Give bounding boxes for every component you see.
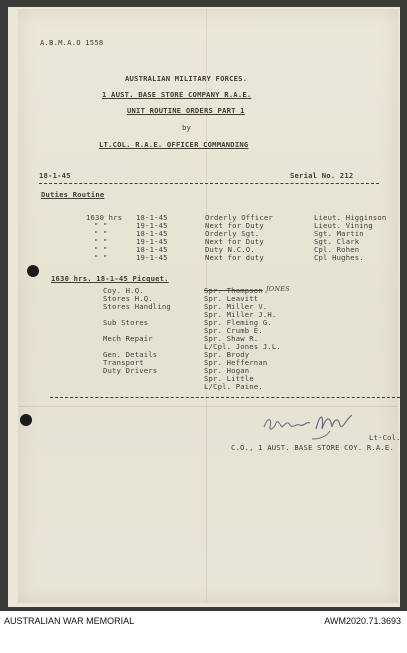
accession-number: AWM2020.71.3693 (324, 616, 401, 626)
header-line-5: LT.COL. R.A.E. OFFICER COMMANDING (99, 140, 249, 149)
duty-name: Cpl. Rohen (314, 245, 360, 254)
duty-time: " " (94, 221, 108, 230)
picquet-name: Spr. Shaw R. (204, 334, 259, 343)
picquet-name: Spr. Fleming G. (204, 318, 272, 327)
signature-icon (260, 405, 360, 445)
picquet-post: Stores H.Q. (103, 294, 153, 303)
duty-time: " " (94, 229, 108, 238)
picquet-name: Spr. Crumb E. (204, 326, 263, 335)
duty-role: Duty N.C.O. (205, 245, 255, 254)
picquet-name: Spr. Brody (204, 350, 250, 359)
duty-role: Orderly Officer (205, 213, 273, 222)
picquet-heading: 1630 hrs. 18-1-45 Picquet. (51, 274, 169, 283)
duty-name: Cpl Hughes. (314, 253, 364, 262)
picquet-name-struck: Spr. Thompson (204, 286, 263, 295)
picquet-post: Duty Drivers (103, 366, 158, 375)
picquet-name: Spr. Heffernan (204, 358, 268, 367)
duty-date: 19-1-45 (136, 221, 168, 230)
separator-bottom (50, 397, 400, 398)
duty-time: " " (94, 237, 108, 246)
punch-hole-bottom (20, 414, 32, 426)
duty-time: " " (94, 253, 108, 262)
duty-date: 19-1-45 (136, 237, 168, 246)
handwritten-correction: JONES (266, 285, 290, 293)
header-line-1: AUSTRALIAN MILITARY FORCES. (125, 74, 248, 83)
document-mount (8, 7, 400, 607)
picquet-post: Gen. Details (103, 350, 158, 359)
header-line-4: by (182, 123, 192, 132)
routine-orders-page (18, 9, 401, 603)
duty-role: Next for Duty (205, 237, 264, 246)
duty-role: Orderly Sgt. (205, 229, 260, 238)
duties-heading: Duties Routine (41, 190, 105, 199)
duty-name: Lieut. Higginson (314, 213, 387, 222)
picquet-post: Stores Handling (103, 302, 171, 311)
signature-role: Lt-Col. (369, 433, 401, 442)
picquet-name: L/Cpl. Paine. (204, 382, 263, 391)
duty-date: 18-1-45 (136, 229, 168, 238)
duty-date: 18-1-45 (136, 213, 168, 222)
duty-name: Sgt. Clark (314, 237, 360, 246)
serial-number: Serial No. 212 (290, 171, 354, 180)
header-line-2: 1 AUST. BASE STORE COMPANY R.A.E. (102, 90, 252, 99)
duty-name: Sgt. Martin (314, 229, 364, 238)
picquet-name: Spr. Hogan (204, 366, 250, 375)
institution-name: AUSTRALIAN WAR MEMORIAL (4, 616, 135, 626)
picquet-post: Transport (103, 358, 144, 367)
picquet-name: Spr. Miller J.H. (204, 310, 277, 319)
header-line-3: UNIT ROUTINE ORDERS PART 1 (127, 106, 245, 115)
file-reference: A.B.M.A.O 1558 (40, 38, 104, 47)
duty-role: Next for Duty (205, 221, 264, 230)
duty-date: 18-1-45 (136, 245, 168, 254)
picquet-name: L/Cpl. Jones J.L. (204, 342, 281, 351)
duty-time: " " (94, 245, 108, 254)
picquet-name: Spr. Miller V. (204, 302, 268, 311)
picquet-post: Mech Repair (103, 334, 153, 343)
picquet-post: Sub Stores (103, 318, 149, 327)
picquet-post: Coy. H.Q. (103, 286, 144, 295)
picquet-name: Spr. Leavitt (204, 294, 259, 303)
signature-unit: C.O., 1 AUST. BASE STORE COY. R.A.E. (231, 443, 394, 452)
punch-hole-top (27, 265, 39, 277)
separator-top (39, 183, 379, 184)
order-date: 18-1-45 (39, 171, 71, 180)
duty-role: Next for duty (205, 253, 264, 262)
archive-footer (0, 611, 407, 653)
duty-name: Lieut. Vining (314, 221, 373, 230)
duty-date: 19-1-45 (136, 253, 168, 262)
picquet-name: Spr. Little (204, 374, 254, 383)
duty-time: 1630 hrs (86, 213, 123, 222)
